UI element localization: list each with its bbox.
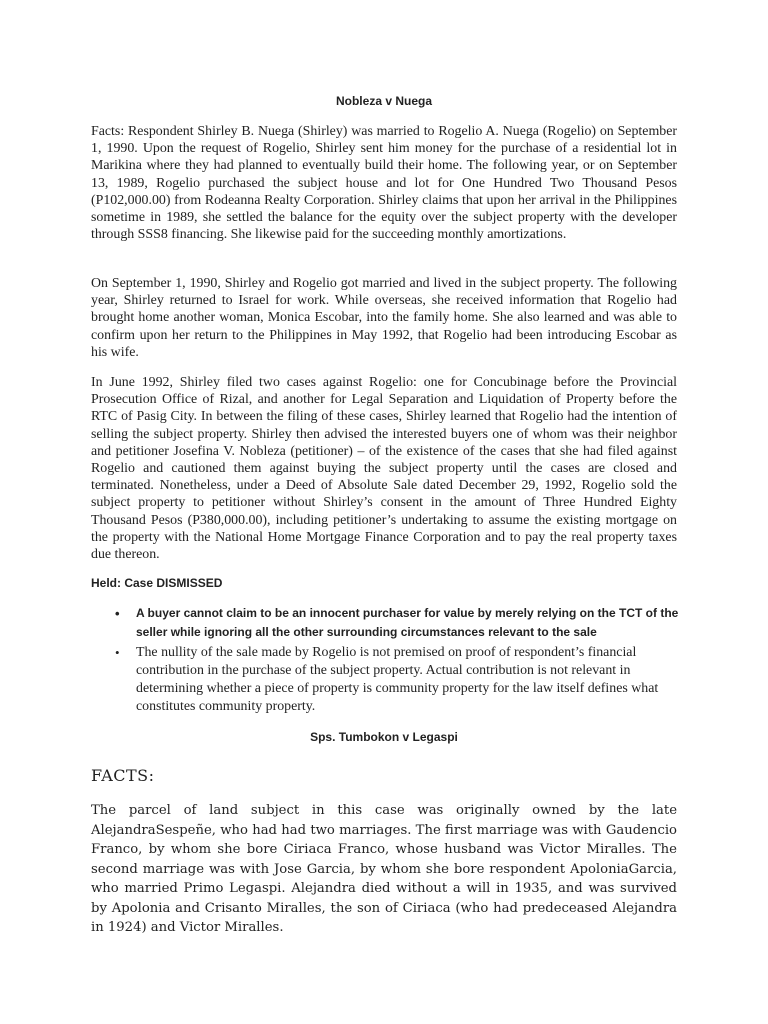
facts-paragraph (91, 123, 677, 243)
bullet-text: The nullity of the sale made by Rogelio is not premised on proof of respondent’s financial contribution in the purchase of the subject property. Actual contribution is not relevant in determining whether a piece of property is community property for the law itself defines what constitutes community property. (136, 645, 659, 714)
held-bullet-list (91, 604, 681, 718)
land-ownership-paragraph: The parcel of land subject in this case was originally owned by the late AlejandraSespeñe, who had had two marriages. The first marriage was with Gaudencio Franco, by whom she bore Ciriaca Franco, whose husband was Victor Miralles. The second marriage was with Jose Garcia, by whom she bore respondent ApoloniaGarcia, who married Primo Legaspi. Alejandra died without a will in 1935, and was survived by Apolonia and Crisanto Miralles, the son of Ciriaca (who had predeceased Alejandra in 1924) and Victor Miralles. (91, 803, 677, 935)
bullet-icon: • (115, 645, 120, 660)
case-title-tumbokon: Sps. Tumbokon v Legaspi (310, 730, 458, 744)
list-item (91, 604, 681, 642)
bullet-icon: • (115, 606, 120, 621)
cases-filed-paragraph: In June 1992, Shirley filed two cases against Rogelio: one for Concubinage before the Provincial Prosecution Office of Rizal, and another for Legal Separation and Liquidation of Property before the RTC of Pasig City. In between the filing of these cases, Shirley learned that Rogelio had the intention of selling the subject property. Shirley then advised the interested buyers one of whom was their neighbor and petitioner Josefina V. Nobleza (petitioner) – of the existence of the cases that she had filed against Rogelio and cautioned them against buying the subject property until the cases are closed and terminated. Nonetheless, under a Deed of Absolute Sale dated December 29, 1992, Rogelio sold the subject property to petitioner without Shirley’s consent in the amount of Three Hundred Eighty Thousand Pesos (P380,000.00), including petitioner’s undertaking to assume the existing mortgage on the property with the National Home Mortgage Finance Corporation and to pay the real property taxes due thereon. (91, 375, 677, 563)
facts-label: Facts: (91, 124, 125, 139)
bullet-text: A buyer cannot claim to be an innocent purchaser for value by merely relying on the TCT of the seller while ignoring all the other surrounding circumstances relevant to the sale (136, 606, 679, 639)
marriage-paragraph: On September 1, 1990, Shirley and Rogelio got married and lived in the subject property. The following year, Shirley returned to Israel for work. While overseas, she received information that Rogelio had brought home another woman, Monica Escobar, into the family home. She also learned and was able to confirm upon her return to the Philippines in May 1992, that Rogelio had been introducing Escobar as his wife. (91, 276, 677, 360)
case-title-nobleza: Nobleza v Nuega (335, 94, 433, 108)
held-heading: Held: Case DISMISSED (91, 576, 223, 590)
facts-text: Respondent Shirley B. Nuega (Shirley) was married to Rogelio A. Nuega (Rogelio) on September 1, 1990. Upon the request of Rogelio, Shirley sent him money for the purchase of a residential lot in Marikina where they had planned to eventually build their home. The following year, or on September 13, 1989, Rogelio purchased the subject house and lot for One Hundred Two Thousand Pesos (P102,000.00) from Rodeanna Realty Corporation. Shirley claims that upon her arrival in the Philippines sometime in 1989, she settled the balance for the equity over the subject property with the developer through SSS8 financing. She likewise paid for the succeeding monthly amortizations. (91, 124, 677, 243)
list-item (91, 644, 681, 716)
facts-heading: FACTS: (91, 766, 155, 785)
